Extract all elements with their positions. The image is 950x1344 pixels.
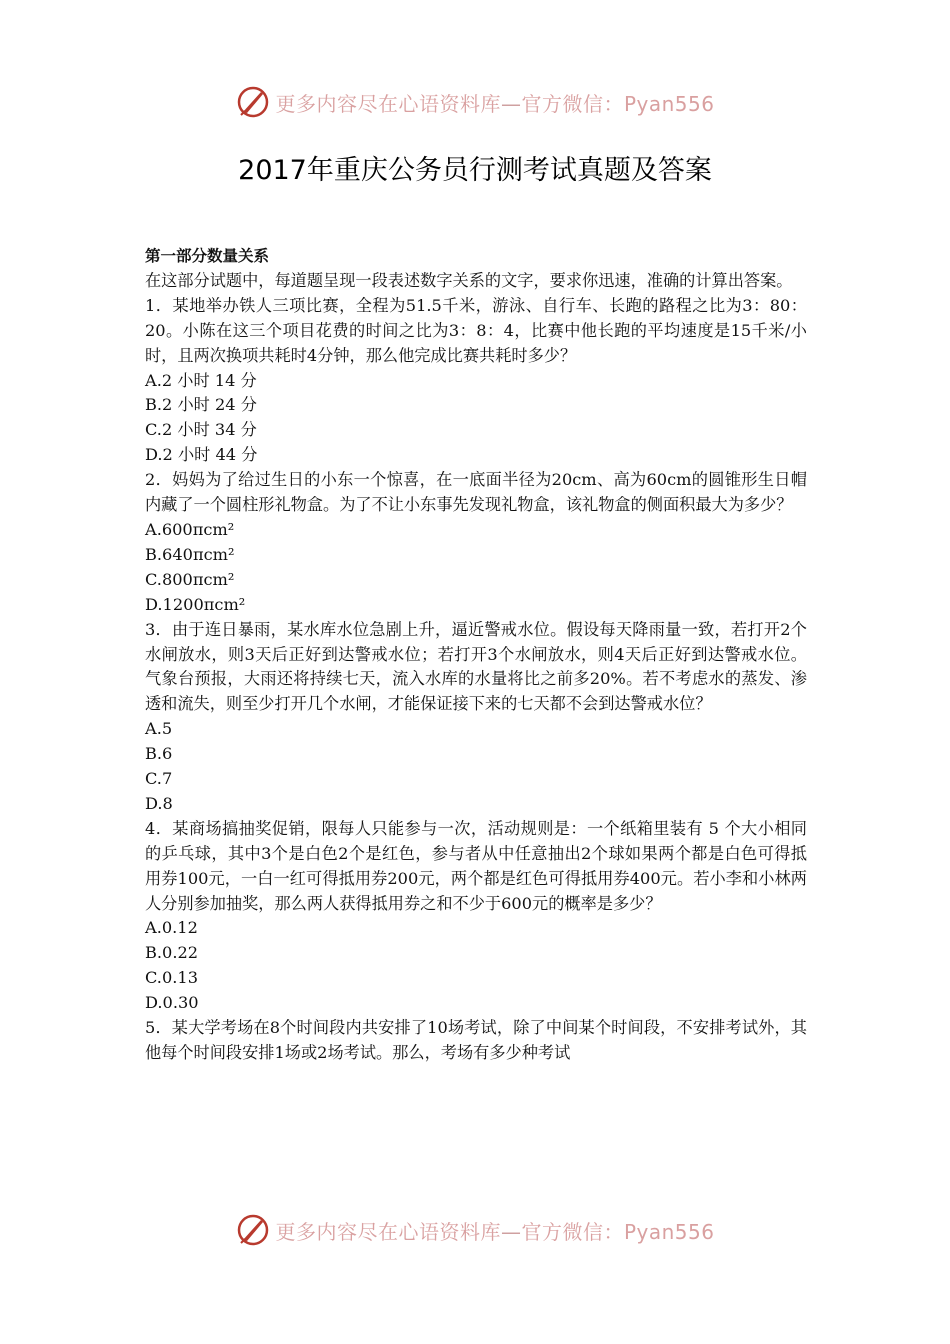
banner-main-text: 更多内容尽在心语资料库 xyxy=(275,1219,501,1244)
question-option: B.6 xyxy=(145,744,173,764)
question-option: B.0.22 xyxy=(145,943,199,963)
question-option: C.0.13 xyxy=(145,968,198,988)
question-stem: 5．某大学考场在8个时间段内共安排了10场考试，除了中间某个时间段，不安排考试外，其他每个时间段安排1场或2场考试。那么，考场有多少种考试 xyxy=(145,1018,807,1062)
question-option: B.2 小时 24 分 xyxy=(145,395,257,415)
question-option: A.5 xyxy=(145,719,173,739)
question-option: D.2 小时 44 分 xyxy=(145,445,258,465)
quill-logo-icon xyxy=(235,1212,271,1248)
banner-main-text: 更多内容尽在心语资料库 xyxy=(275,91,501,116)
header-watermark-banner xyxy=(0,82,950,122)
question-stem: 2．妈妈为了给过生日的小东一个惊喜，在一底面半径为20cm、高为60cm的圆锥形生日帽内藏了一个圆柱形礼物盒。为了不让小东事先发现礼物盒，该礼物盒的侧面积最大为多少？ xyxy=(145,470,807,515)
banner-separator: — xyxy=(500,1219,522,1244)
section-intro: 在这部分试题中，每道题呈现一段表述数字关系的文字，要求你迅速，准确的计算出答案。 xyxy=(145,270,793,290)
banner-wechat-text: 官方微信：Pyan556 xyxy=(521,1219,715,1244)
quill-logo-icon xyxy=(235,84,271,120)
question-option: A.0.12 xyxy=(145,918,198,938)
question-option: D.8 xyxy=(145,793,173,813)
banner-wechat-text: 官方微信：Pyan556 xyxy=(521,91,715,116)
banner-text xyxy=(275,88,714,117)
question-stem: 4．某商场搞抽奖促销，限每人只能参与一次，活动规则是：一个纸箱里装有 5 个大小相同的乒乓球，其中3个是白色2个是红色，参与者从中任意抽出2个球如果两个都是白色可得抵用券100元，一白一红可得抵用券200元，两个都是红色可得抵用券400元。若小李和小林两人分别参加抽奖，那么两人获得抵用券之和不少于600元的概率是多少？ xyxy=(145,818,807,913)
question-option: C.7 xyxy=(145,769,173,789)
document-title: 2017年重庆公务员行测考试真题及答案 xyxy=(238,155,712,186)
footer-watermark-banner xyxy=(0,1210,950,1250)
banner-text xyxy=(275,1216,714,1245)
question-option: C.800πcm² xyxy=(145,569,235,589)
question-stem: 3．由于连日暴雨，某水库水位急剧上升，逼近警戒水位。假设每天降雨量一致，若打开2个水闸放水，则3天后正好到达警戒水位；若打开3个水闸放水，则4天后正好到达警戒水位。气象台预报，大雨还将持续七天，流入水库的水量将比之前多20%。若不考虑水的蒸发、渗透和流失，则至少打开几个水闸，才能保证接下来的七天都不会到达警戒水位？ xyxy=(145,619,807,714)
banner-separator: — xyxy=(500,91,522,116)
section-heading: 第一部分数量关系 xyxy=(145,247,270,265)
document-body xyxy=(145,244,807,1066)
question-option: A.600πcm² xyxy=(145,519,235,539)
question-option: D.1200πcm² xyxy=(145,594,246,614)
question-option: D.0.30 xyxy=(145,993,199,1013)
question-stem: 1．某地举办铁人三项比赛，全程为51.5千米，游泳、自行车、长跑的路程之比为3：80：20。小陈在这三个项目花费的时间之比为3：8：4，比赛中他长跑的平均速度是15千米/小时，且两次换项共耗时4分钟，那么他完成比赛共耗时多少？ xyxy=(145,295,807,365)
question-option: B.640πcm² xyxy=(145,544,235,564)
question-option: C.2 小时 34 分 xyxy=(145,420,257,440)
question-option: A.2 小时 14 分 xyxy=(145,370,257,390)
